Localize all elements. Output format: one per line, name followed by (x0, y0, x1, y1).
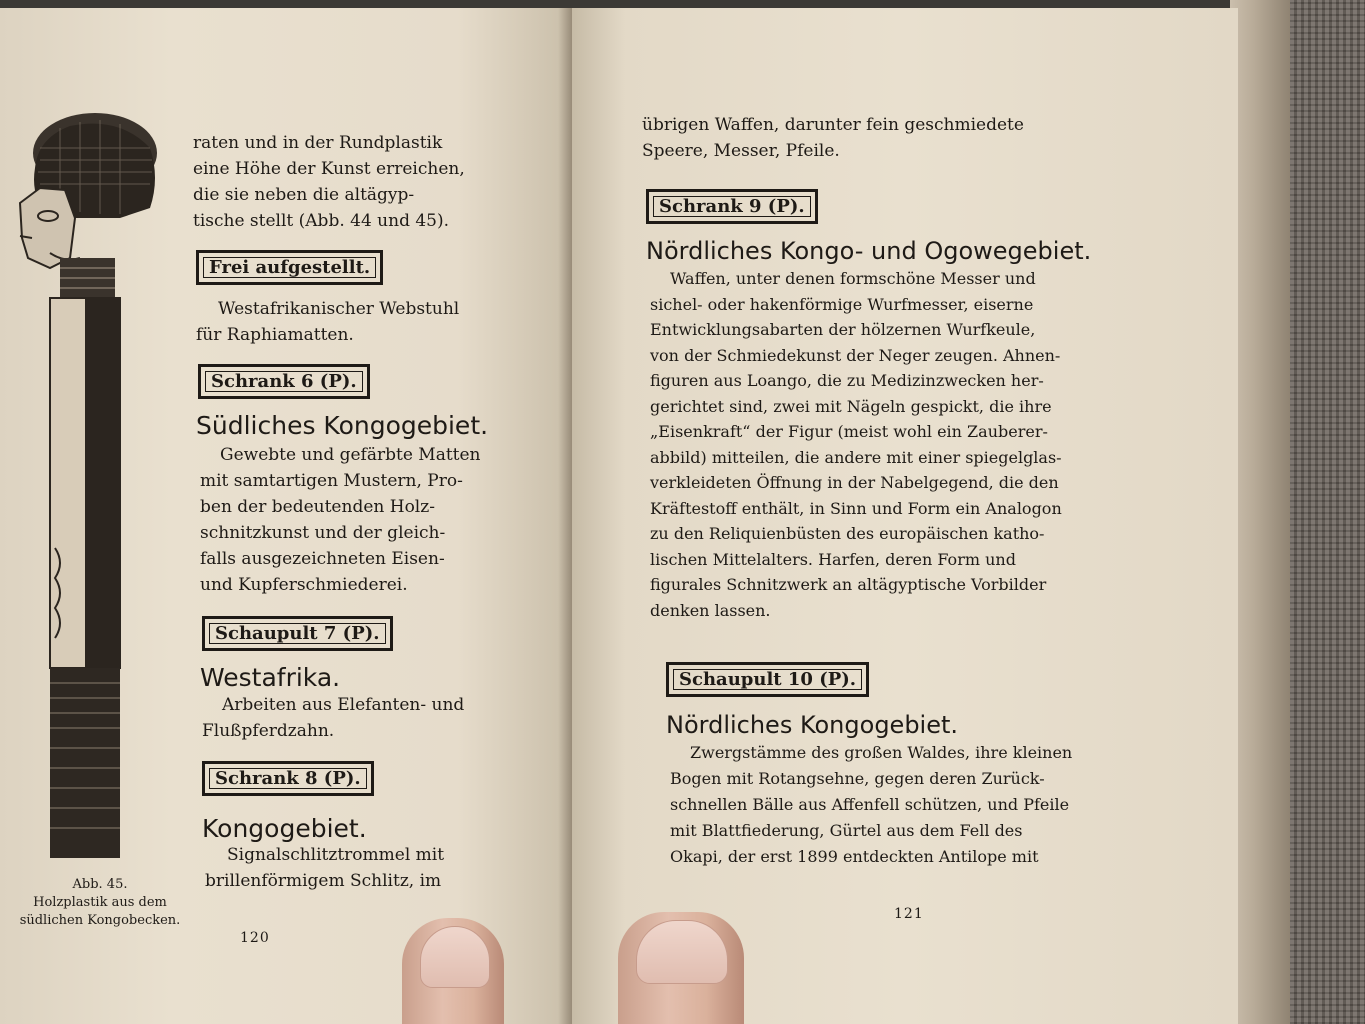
text-line: schnitzkunst und der gleich- (200, 523, 446, 543)
left-intro-text (193, 130, 489, 234)
right-page (572, 8, 1238, 1024)
section-label-frei-aufgestellt: Frei aufgestellt. (196, 250, 383, 285)
text-line: von der Schmiedekunst der Neger zeugen. Ahnen- (650, 345, 1061, 365)
section-heading-kongogebiet: Kongogebiet. (202, 814, 367, 843)
book-page-edges (1230, 0, 1290, 1024)
text-line: Zwergstämme des großen Waldes, ihre kleinen (690, 743, 1073, 762)
figure-caption (0, 876, 200, 930)
section-label-schaupult-7: Schaupult 7 (P). (202, 616, 393, 651)
text-line: sichel- oder hakenförmige Wurfmesser, eiserne (650, 294, 1034, 314)
text-line: Kräftestoff enthält, in Sinn und Form ein Analogon (650, 498, 1062, 518)
page-number-left: 120 (240, 930, 270, 946)
section-heading-noerdliches-kongo-ogowegebiet: Nördliches Kongo- und Ogowegebiet. (646, 237, 1092, 265)
text-line: raten und in der Rundplastik (193, 133, 443, 153)
text-line: Westafrikanischer Webstuhl (218, 299, 460, 319)
text-line: Flußpferdzahn. (202, 721, 335, 741)
section-label-schrank-9: Schrank 9 (P). (646, 189, 818, 224)
text-line: für Raphiamatten. (196, 325, 354, 345)
section-text-schrank-9 (650, 266, 1128, 623)
section-text-schrank-6 (200, 442, 490, 598)
text-line: lischen Mittelalters. Harfen, deren Form und (650, 549, 1016, 569)
text-line: ben der bedeutenden Holz- (200, 497, 435, 517)
text-line: figuren aus Loango, die zu Medizinzwecken her- (650, 371, 1044, 390)
right-thumbnail (636, 920, 728, 984)
caption-line: Holzplastik aus dem (33, 895, 167, 910)
right-intro-text (642, 112, 1116, 164)
text-line: Bogen mit Rotangsehne, gegen deren Zurück- (670, 769, 1045, 788)
text-line: Arbeiten aus Elefanten- und (222, 695, 465, 715)
section-label-schrank-6: Schrank 6 (P). (198, 364, 370, 399)
wood-carving-figure (10, 108, 160, 868)
left-page (0, 8, 572, 1024)
text-line: Okapi, der erst 1899 entdeckten Antilope mit (670, 847, 1039, 866)
section-text-schaupult-10 (670, 740, 1148, 870)
left-thumbnail (420, 926, 490, 988)
text-line: tische stellt (Abb. 44 und 45). (193, 211, 450, 231)
text-line: Signalschlitztrommel mit (227, 845, 445, 865)
section-heading-noerdliches-kongogebiet: Nördliches Kongogebiet. (666, 711, 959, 739)
text-line: Entwicklungsabarten der hölzernen Wurfkeule, (650, 320, 1036, 339)
text-line: und Kupferschmiederei. (200, 575, 408, 595)
text-line: denken lassen. (650, 600, 771, 620)
text-line: zu den Reliquienbüsten des europäischen katho- (650, 524, 1045, 543)
section-label-schaupult-10: Schaupult 10 (P). (666, 662, 869, 697)
section-text-schrank-8 (205, 842, 497, 894)
text-line: Gewebte und gefärbte Matten (220, 445, 481, 465)
text-line: die sie neben die altägyp- (193, 185, 415, 205)
text-line: mit Blattfiederung, Gürtel aus dem Fell des (670, 821, 1023, 840)
text-line: gerichtet sind, zwei mit Nägeln gespickt, die ihre (650, 396, 1052, 416)
text-line: übrigen Waffen, darunter fein geschmiedete (642, 115, 1024, 135)
text-line: figurales Schnitzwerk an altägyptische Vorbilder (650, 575, 1047, 594)
section-heading-westafrika: Westafrika. (200, 663, 341, 692)
text-line: verkleideten Öffnung in der Nabelgegend, die den (650, 473, 1059, 492)
text-line: Speere, Messer, Pfeile. (642, 141, 840, 161)
text-line: eine Höhe der Kunst erreichen, (193, 159, 465, 179)
text-line: brillenförmigem Schlitz, im (205, 871, 442, 891)
text-line: falls ausgezeichneten Eisen- (200, 549, 445, 569)
caption-line: südlichen Kongobecken. (19, 913, 181, 928)
section-heading-suedliches-kongogebiet: Südliches Kongogebiet. (196, 411, 489, 440)
text-line: „Eisenkraft“ der Figur (meist wohl ein Zauberer- (650, 422, 1048, 441)
section-text-frei-aufgestellt (196, 296, 488, 348)
section-text-schaupult-7 (202, 692, 494, 744)
text-line: Waffen, unter denen formschöne Messer und (670, 269, 1036, 288)
text-line: mit samtartigen Mustern, Pro- (200, 471, 463, 491)
caption-line: Abb. 45. (72, 877, 128, 892)
text-line: schnellen Bälle aus Affenfell schützen, und Pfeile (670, 795, 1070, 814)
section-label-schrank-8: Schrank 8 (P). (202, 761, 374, 796)
page-number-right: 121 (894, 906, 924, 922)
text-line: abbild) mitteilen, die andere mit einer spiegelglas- (650, 447, 1062, 467)
